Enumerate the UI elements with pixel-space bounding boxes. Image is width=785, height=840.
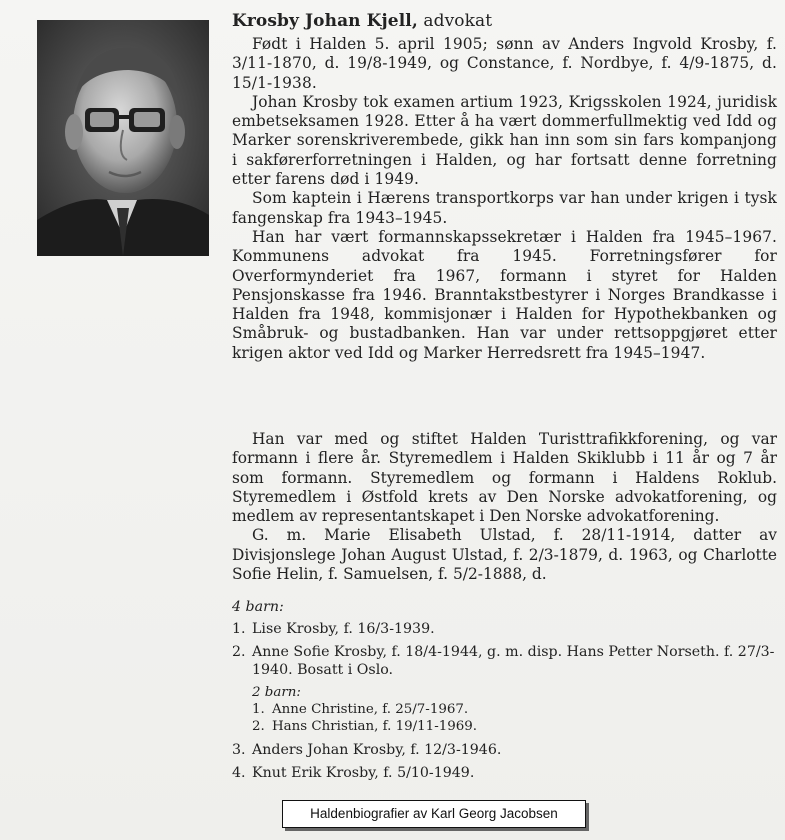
person-name: Krosby Johan Kjell, (232, 11, 418, 31)
grandchildren-list (252, 684, 777, 735)
list-number: 2. (232, 644, 246, 660)
list-number: 1. (232, 621, 246, 637)
list-number: 2. (252, 719, 265, 734)
paragraph-associations: Han var med og stiftet Halden Turisttrafikkforening, og var formann i flere år. Styremedlem i Halden Skiklubb i 11 år og 7 år som formann. Styremedlem og formann i Haldens Roklub. Styremedlem i Østfold krets av Den Norske advokatforening, og medlem av representantskapet i Den Norske advokatforening. (232, 430, 777, 526)
list-text: Lise Krosby, f. 16/3-1939. (252, 621, 435, 637)
list-item (232, 620, 777, 638)
list-item (252, 701, 777, 718)
paragraph-war: Som kaptein i Hærens transportkorps var han under krigen i tysk fangenskap fra 1943–1945. (232, 189, 777, 227)
biography-text (232, 10, 777, 363)
biography-text-continued (232, 430, 777, 584)
list-text: Hans Christian, f. 19/11-1969. (272, 719, 478, 734)
paragraph-career: Han har vært formannskapssekretær i Halden fra 1945–1967. Kommunens advokat fra 1945. Forretningsfører for Overformynderiet fra 1967, formann i styret for Halden Pensjonskasse fra 1946. Branntakstbestyrer i Norges Brandkasse i Halden fra 1948, kommisjonær i Halden for Hypothekbanken og Småbruk- og bustadbanken. Han var under rettsoppgjøret etter krigen aktor ved Idd og Marker Herredsrett fra 1945–1947. (232, 227, 777, 362)
grandchildren-label: 2 barn: (252, 685, 301, 700)
list-text: Knut Erik Krosby, f. 5/10-1949. (252, 765, 475, 781)
entry-heading (232, 10, 777, 32)
list-text: Anders Johan Krosby, f. 12/3-1946. (252, 742, 502, 758)
list-number: 1. (252, 702, 265, 717)
list-number: 3. (232, 742, 246, 758)
paragraph-education: Johan Krosby tok examen artium 1923, Krigsskolen 1924, juridisk embetseksamen 1928. Etter å ha vært dommerfullmektig ved Idd og Marker sorenskriverembede, gikk han inn som sin fars kompanjong i sakførerforretningen i Halden, og har fortsatt denne forretning etter farens død i 1949. (232, 92, 777, 189)
list-item (252, 718, 777, 735)
children-label: 4 barn: (232, 599, 284, 615)
list-item (232, 764, 777, 782)
list-item (232, 741, 777, 759)
portrait-photo (37, 20, 209, 256)
paragraph-birth: Født i Halden 5. april 1905; sønn av Anders Ingvold Krosby, f. 3/11-1870, d. 19/8-1949, og Constance, f. Nordbye, f. 4/9-1875, d. 15/1-1938. (232, 35, 777, 92)
list-item (232, 643, 777, 679)
source-caption: Haldenbiografier av Karl Georg Jacobsen (282, 800, 586, 828)
paragraph-marriage: G. m. Marie Elisabeth Ulstad, f. 28/11-1914, datter av Divisjonslege Johan August Ulstad, f. 2/3-1879, d. 1963, og Charlotte Sofie Helin, f. Samuelsen, f. 5/2-1888, d. (232, 526, 777, 584)
person-title: advokat (423, 11, 493, 31)
list-text: Anne Christine, f. 25/7-1967. (272, 702, 469, 717)
list-number: 4. (232, 765, 246, 781)
children-list (232, 598, 777, 787)
list-text: Anne Sofie Krosby, f. 18/4-1944, g. m. disp. Hans Petter Norseth. f. 27/3-1940. Bosatt i Oslo. (252, 644, 775, 678)
